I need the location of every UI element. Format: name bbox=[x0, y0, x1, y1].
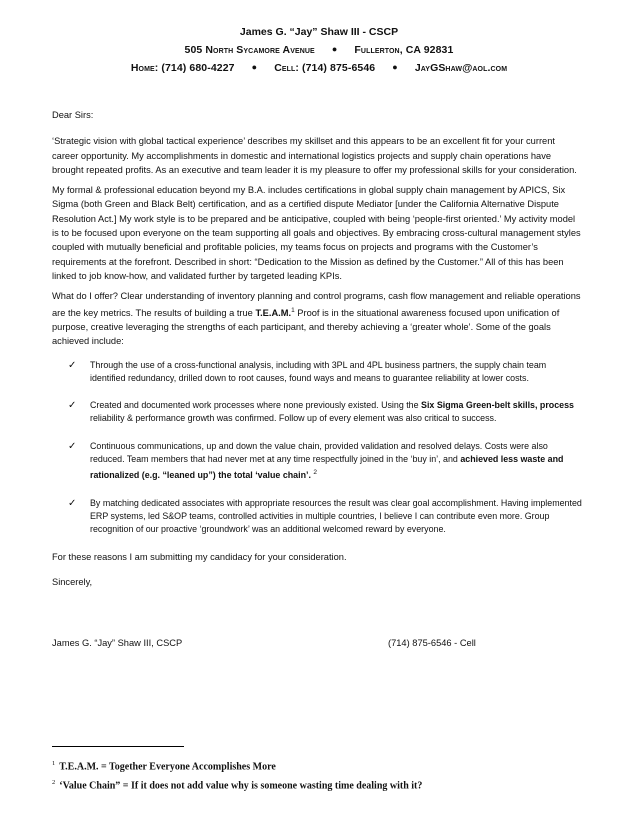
checkmark-icon: ✓ bbox=[68, 400, 77, 412]
paragraph-offer bbox=[52, 289, 582, 348]
checkmark-icon: ✓ bbox=[68, 440, 77, 452]
footnotes bbox=[52, 756, 592, 795]
list-item-text: By matching dedicated associates with appropriate resources the result was clear goal accomplishment. Having implemented ERP systems, led S&OP teams, controlled activities in multiple countries, I believe I can contribute even more. Group recognition of our proactive ‘groundwork’ was an additional welcomed reward by everyone. bbox=[90, 497, 582, 535]
list-item bbox=[52, 497, 582, 537]
paragraph-intro: ‘Strategic vision with global tactical experience’ describes my skillset and this appears to be an excellent fit for your current career opportunity. My accomplishments in domestic and international logistics projects and supply chain operations have brought repeated profits. As an executive and team leader it is my pleasure to offer my professional skills for your consideration. bbox=[52, 136, 577, 175]
cell-phone: Cell: (714) 875-6546 bbox=[274, 62, 376, 74]
team-acronym: T.E.A.M. bbox=[255, 307, 292, 318]
signature-row bbox=[52, 638, 582, 648]
footnote-text: T.E.A.M. = Together Everyone Accomplishes More bbox=[59, 761, 276, 773]
footnote-divider bbox=[52, 746, 184, 747]
letter-body bbox=[52, 108, 582, 595]
home-phone: Home: (714) 680-4227 bbox=[130, 62, 235, 74]
checkmark-icon: ✓ bbox=[68, 359, 77, 371]
bullet-dot-icon: ● bbox=[331, 44, 338, 54]
list-item-bold: Six Sigma Green-belt skills, process bbox=[421, 400, 574, 411]
list-item bbox=[52, 399, 582, 426]
paragraph-education: My formal & professional education beyond my B.A. includes certifications in global supply chain management by APICS, Six Sigma (both Green and Black Belt) certification, and as a certified dispute Mediator [under the California Alternative Dispute Resolution Act.] My work style is to be prepared and be anticipative, coupled with being ‘people-first oriented.’ My activity model is to be focused upon everyone on the team supporting all goals and objectives. By embracing cross-cultural management styles coupled with mutually beneficial and profitable policies, my teams focus on projects and programs with the Customer’s requirements at the forefront. Described in short: “Dedication to the Mission as defined by the Customer.” All of this has been linked to job know-how, and validated further by targeted leading KPIs. bbox=[52, 185, 581, 281]
footnote-number: 1 bbox=[52, 760, 56, 767]
footnote-text: ‘Value Chain” = If it does not add value why is someone wasting time dealing with it? bbox=[59, 780, 423, 792]
list-item-text: reliability & performance growth was confirmed. Follow up of every element was also critical to success. bbox=[90, 413, 497, 424]
bullet-dot-icon: ● bbox=[392, 62, 398, 72]
offer-text-end: Proof is in the situational awareness focused upon unification of purpose, creative leveraging the strengths of each participant, and thereby achieving a ‘greater whole’. Some of the goals achieved include: bbox=[52, 307, 560, 347]
sign-off: Sincerely, bbox=[52, 576, 93, 587]
address-city: Fullerton, CA 92831 bbox=[354, 44, 454, 56]
list-item bbox=[52, 440, 582, 483]
list-item-bold: achieved less waste and rationalized (e.g. “leaned up”) the total ‘value chain’. bbox=[90, 454, 564, 481]
offer-text-start: What do I offer? Clear understanding of inventory planning and control programs, cash flow management and reliable operations are the key metrics. The results of building a true bbox=[52, 291, 581, 318]
list-item bbox=[52, 359, 582, 386]
email-address: JayGShaw@aol.com bbox=[414, 62, 508, 74]
greeting: Dear Sirs: bbox=[52, 110, 94, 120]
list-item-text: Created and documented work processes where none previously existed. Using the bbox=[90, 400, 422, 411]
footnote-2 bbox=[52, 775, 592, 794]
checkmark-icon: ✓ bbox=[68, 497, 77, 509]
signature-name: James G. “Jay” Shaw III, CSCP bbox=[52, 638, 183, 648]
footnote-ref-1: 1 bbox=[291, 306, 295, 314]
address-street: 505 North Sycamore Avenue bbox=[184, 44, 315, 56]
bullet-dot-icon: ● bbox=[251, 62, 258, 72]
list-item-text: Through the use of a cross-functional analysis, including with 3PL and 4PL business partners, the supply chain team identified redundancy, drilled down to root causes, found ways and means to guarantee reliability at lower costs. bbox=[90, 359, 547, 383]
achievements-list bbox=[52, 359, 582, 537]
list-item-text: Continuous communications, up and down the value chain, provided validation and resolved delays. Costs were also reduced. Team members that had never met at any time respectfully joined in the ‘buy in’, and bbox=[90, 440, 548, 465]
footnote-1 bbox=[52, 756, 592, 775]
signature-phone: (714) 875-6546 - Cell bbox=[388, 638, 476, 648]
closing-line: For these reasons I am submitting my candidacy for your consideration. bbox=[52, 552, 347, 563]
sender-name: James G. “Jay” Shaw III - CSCP bbox=[239, 26, 399, 38]
letterhead bbox=[0, 24, 638, 77]
sender-contact bbox=[0, 59, 638, 77]
footnote-number: 2 bbox=[52, 779, 56, 787]
footnote-ref-2: 2 bbox=[313, 469, 318, 477]
sender-address bbox=[0, 41, 638, 59]
